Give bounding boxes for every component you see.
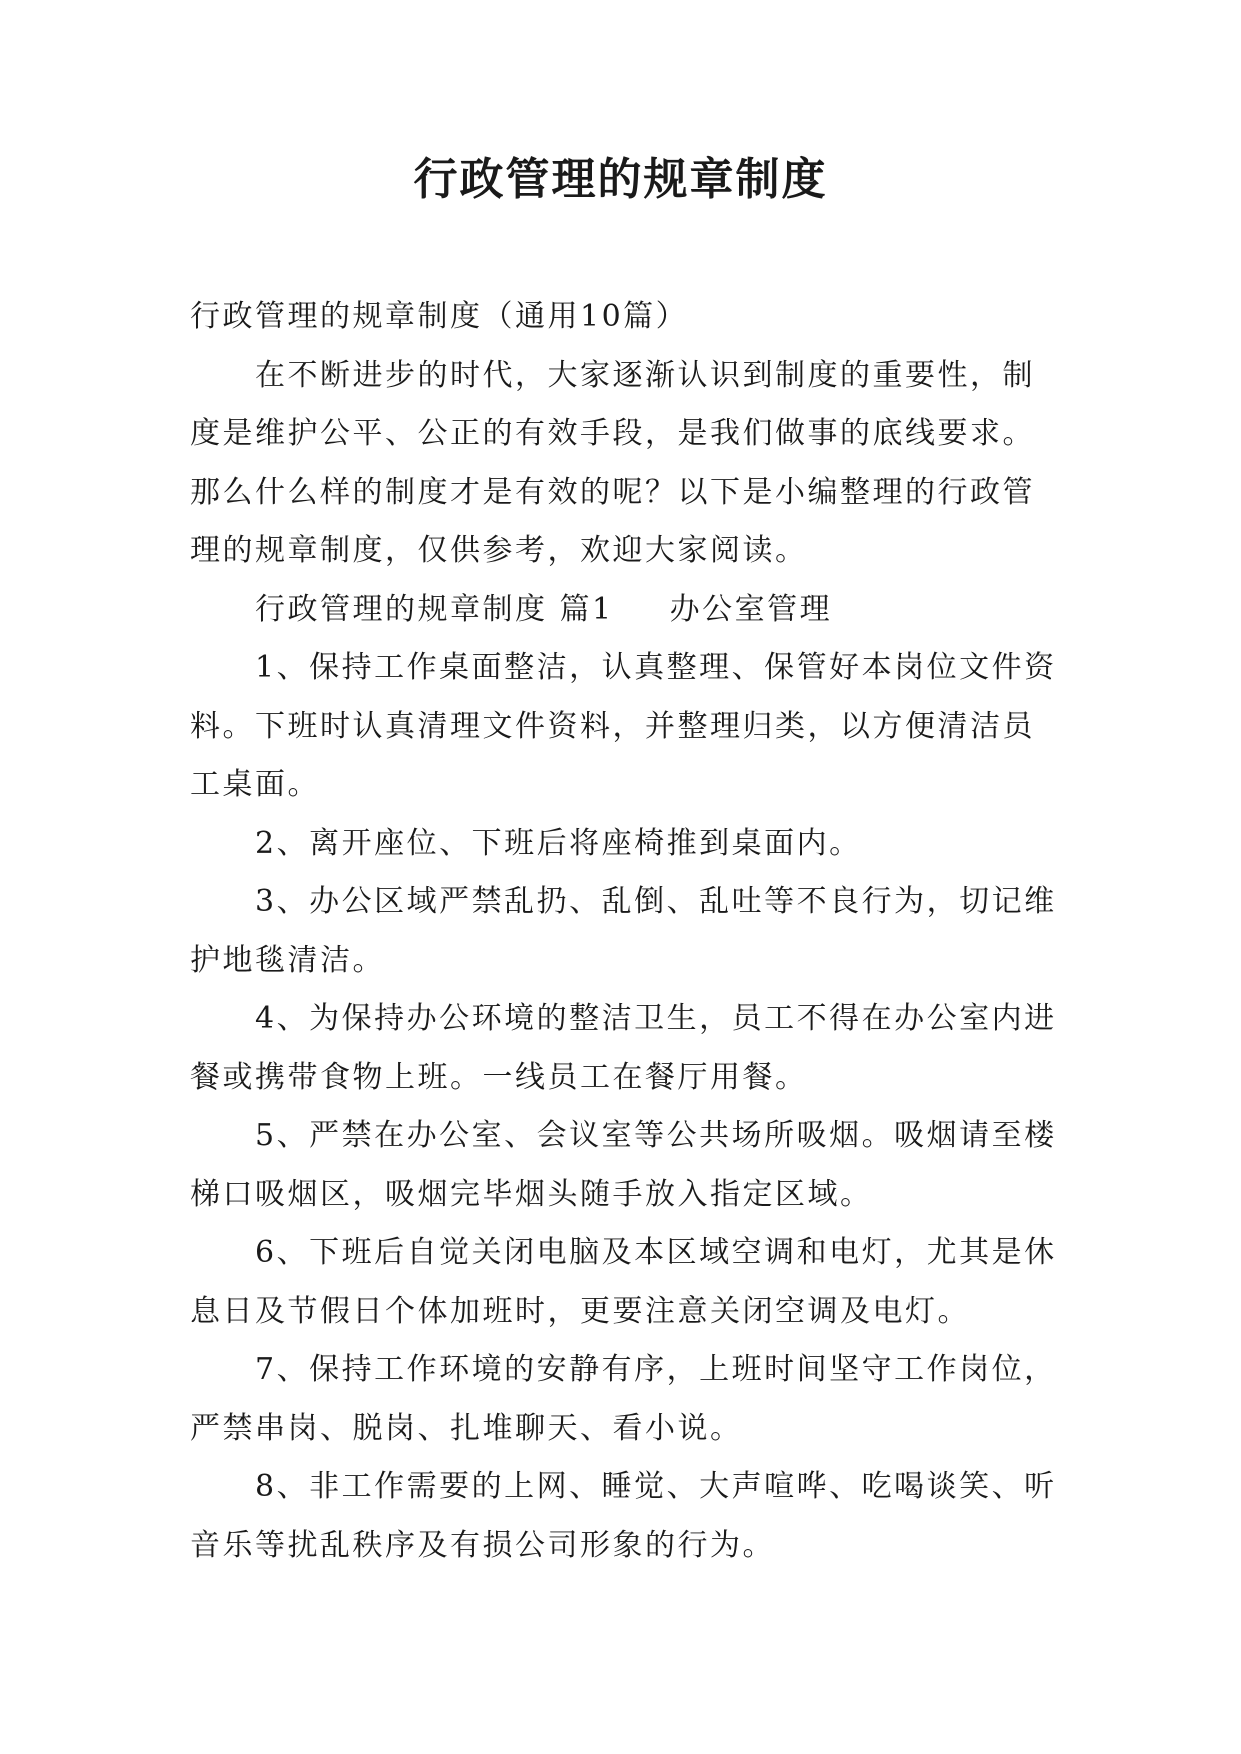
document-subtitle: 行政管理的规章制度（通用10篇）: [190, 299, 689, 334]
rule-item: 4、为保持办公环境的整洁卫生，员工不得在办公室内进餐或携带食物上班。一线员工在餐厅用餐。: [190, 1001, 1057, 1095]
rule-item: 8、非工作需要的上网、睡觉、大声喧哗、吃喝谈笑、听音乐等扰乱秩序及有损公司形象的行为。: [190, 1469, 1057, 1563]
rule-item: 1、保持工作桌面整洁，认真整理、保管好本岗位文件资料。下班时认真清理文件资料，并整理归类，以方便清洁员工桌面。: [190, 650, 1057, 802]
rule-item: 3、办公区域严禁乱扔、乱倒、乱吐等不良行为，切记维护地毯清洁。: [190, 884, 1057, 978]
section-heading-line: [190, 581, 1060, 640]
section-name: 办公室管理: [669, 591, 833, 627]
section-heading: 行政管理的规章制度 篇1: [255, 591, 614, 627]
document-body: [190, 288, 1060, 1575]
rule-item: 5、严禁在办公室、会议室等公共场所吸烟。吸烟请至楼梯口吸烟区，吸烟完毕烟头随手放入指定区域。: [190, 1118, 1057, 1212]
document-title: 行政管理的规章制度: [413, 154, 828, 205]
rule-item: 6、下班后自觉关闭电脑及本区域空调和电灯，尤其是休息日及节假日个体加班时，更要注意关闭空调及电灯。: [190, 1235, 1057, 1329]
rule-item: 7、保持工作环境的安静有序，上班时间坚守工作岗位，严禁串岗、脱岗、扎堆聊天、看小说。: [190, 1352, 1057, 1446]
rule-item: 2、离开座位、下班后将座椅推到桌面内。: [255, 825, 862, 861]
intro-paragraph: 在不断进步的时代，大家逐渐认识到制度的重要性，制度是维护公平、公正的有效手段，是我们做事的底线要求。那么什么样的制度才是有效的呢？以下是小编整理的行政管理的规章制度，仅供参考，欢迎大家阅读。: [190, 357, 1035, 568]
